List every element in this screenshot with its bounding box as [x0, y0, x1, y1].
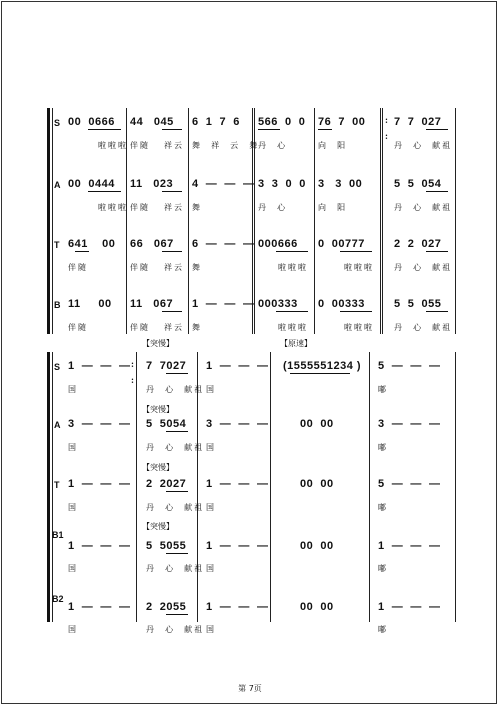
lyric: 伴随: [130, 203, 150, 212]
voice-label-bass2: B2: [52, 594, 64, 604]
lyric: 嘟: [378, 625, 388, 634]
beam-line: [162, 311, 182, 312]
system-line: [52, 352, 53, 622]
system-bracket: [47, 352, 50, 622]
measure-notes: 5 5 054: [394, 178, 442, 190]
lyric: 啦啦啦: [278, 263, 308, 272]
measure-notes: 5 5054: [146, 418, 187, 430]
system-line: [52, 108, 53, 334]
repeat-dots: : :: [385, 115, 388, 141]
lyric: 伴随: [130, 263, 150, 272]
lyric: 伴随: [130, 141, 150, 150]
lyric: 祥云: [164, 203, 184, 212]
measure-notes: 1 — — —: [378, 601, 441, 613]
lyric: 嘟: [378, 385, 388, 394]
beam-line: [166, 553, 188, 554]
beam-line: [340, 311, 372, 312]
lyric: 国: [206, 503, 216, 512]
measure-notes: 1 — — —: [206, 540, 269, 552]
lyric: 丹 心 献祖: [146, 385, 205, 394]
voice-label-alto: A: [54, 420, 61, 430]
tempo-mark: 【突慢】: [142, 339, 174, 348]
lyric: 啦啦啦: [278, 323, 308, 332]
lyric: 丹 心 献祖: [146, 564, 205, 573]
measure-notes: 3 — — —: [378, 418, 441, 430]
lyric: 国: [68, 443, 78, 452]
voice-label-alto: A: [54, 180, 61, 190]
page-number: 第 7页: [238, 684, 262, 693]
lyric: 国: [206, 443, 216, 452]
voice-label-bass: B: [54, 300, 61, 310]
lyric: 伴随: [68, 323, 88, 332]
page-border: [1, 1, 497, 704]
beam-line: [166, 614, 188, 615]
system-bracket: [47, 108, 50, 334]
measure-notes: 3 3 0 0: [258, 178, 306, 190]
measure-notes: 1 — — —: [68, 540, 131, 552]
measure-notes: 1 — — —: [206, 601, 269, 613]
lyric: 啦啦啦: [98, 203, 128, 212]
tempo-mark: 【突慢】: [142, 522, 174, 531]
lyric: 向 阳: [318, 141, 348, 150]
measure-notes: 0 00777: [318, 238, 365, 250]
beam-line: [276, 251, 308, 252]
measure-notes: 1 — — —: [206, 478, 269, 490]
barline: [369, 352, 370, 622]
voice-label-soprano: S: [54, 362, 61, 372]
measure-notes: 00 0666: [68, 116, 115, 128]
beam-line: [318, 129, 332, 130]
voice-label-tenor: T: [54, 240, 60, 250]
beam-line: [88, 191, 121, 192]
barline: [314, 108, 315, 334]
measure-notes: 4 — — —: [192, 178, 255, 190]
final-barline: [455, 108, 456, 334]
beam-line: [340, 251, 372, 252]
double-barline: [382, 108, 383, 334]
measure-notes: 7 7 027: [394, 116, 442, 128]
measure-notes: 1 — — —: [192, 298, 255, 310]
beam-line: [426, 251, 448, 252]
beam-line: [276, 311, 308, 312]
measure-notes: 11 00: [68, 298, 112, 310]
beam-line: [426, 129, 448, 130]
final-barline: [455, 352, 456, 622]
voice-label-soprano: S: [54, 118, 61, 128]
measure-notes: 76 7 00: [318, 116, 366, 128]
lyric: 丹 心: [258, 141, 288, 150]
measure-notes: 0 00333: [318, 298, 365, 310]
lyric: 嘟: [378, 503, 388, 512]
measure-notes: 6 1 7 6: [192, 116, 240, 128]
measure-notes: 2 2027: [146, 478, 187, 490]
beam-line: [166, 431, 188, 432]
measure-notes: 11 023: [130, 178, 174, 190]
lyric: 舞: [192, 263, 202, 272]
beam-line: [258, 129, 280, 130]
lyric: 嘟: [378, 564, 388, 573]
beam-line: [426, 311, 448, 312]
lyric: 丹 心: [258, 203, 288, 212]
measure-notes: 3 — — —: [68, 418, 131, 430]
beam-line: [166, 491, 188, 492]
measure-notes: 11 067: [130, 298, 174, 310]
barline: [380, 108, 381, 334]
lyric: 丹 心 献祖: [146, 503, 205, 512]
measure-notes: 2 2055: [146, 601, 187, 613]
beam-line: [88, 129, 121, 130]
beam-line: [162, 191, 182, 192]
lyric: 国: [68, 385, 78, 394]
lyric: 国: [68, 564, 78, 573]
measure-notes: 1 — — —: [68, 360, 131, 372]
measure-notes: 000666: [258, 238, 298, 250]
measure-notes: 00 00: [300, 540, 334, 552]
barline: [270, 352, 271, 622]
measure-notes: 3 — — —: [206, 418, 269, 430]
measure-notes: 7 7027: [146, 360, 187, 372]
lyric: 国: [206, 625, 216, 634]
measure-notes: 5 — — —: [378, 360, 441, 372]
lyric: 舞: [192, 323, 202, 332]
measure-notes: 1 — — —: [68, 601, 131, 613]
tempo-mark: 【突慢】: [142, 405, 174, 414]
lyric: 丹 心 献祖: [394, 141, 453, 150]
lyric: 伴随: [68, 263, 88, 272]
measure-notes: 5 — — —: [378, 478, 441, 490]
beam-line: [162, 129, 182, 130]
lyric: 舞: [192, 203, 202, 212]
measure-notes: 44 045: [130, 116, 174, 128]
lyric: 伴随: [130, 323, 150, 332]
lyric: 丹 心 献祖: [394, 203, 453, 212]
measure-notes: 00 00: [300, 601, 334, 613]
lyric: 祥云: [164, 141, 184, 150]
measure-notes: 1 — — —: [378, 540, 441, 552]
lyric: 舞 祥 云 舞: [192, 141, 260, 150]
lyric: 啦啦啦: [344, 323, 374, 332]
lyric: 国: [68, 503, 78, 512]
barline: [136, 352, 137, 622]
measure-notes: 566 0 0: [258, 116, 306, 128]
beam-line: [162, 251, 182, 252]
measure-notes: 2 2 027: [394, 238, 442, 250]
lyric: 国: [206, 385, 216, 394]
lyric: 国: [68, 625, 78, 634]
lyric: 丹 心 献祖: [146, 625, 205, 634]
measure-notes: 00 00: [300, 418, 334, 430]
tempo-mark: 【突慢】: [142, 463, 174, 472]
tempo-mark: 【原速】: [280, 339, 312, 348]
repeat-dots: : :: [131, 359, 134, 385]
measure-notes: (1555551234 ): [283, 360, 362, 372]
lyric: 丹 心 献祖: [146, 443, 205, 452]
measure-notes: 3 3 00: [318, 178, 363, 190]
voice-label-tenor: T: [54, 480, 60, 490]
lyric: 祥云: [164, 263, 184, 272]
measure-notes: 5 5 055: [394, 298, 442, 310]
lyric: 向 阳: [318, 203, 348, 212]
barline: [188, 108, 189, 334]
lyric: 啦啦啦: [344, 263, 374, 272]
lyric: 丹 心 献祖: [394, 263, 453, 272]
measure-notes: 6 — — —: [192, 238, 255, 250]
measure-notes: 1 — — —: [206, 360, 269, 372]
measure-notes: 641 00: [68, 238, 116, 250]
measure-notes: 1 — — —: [68, 478, 131, 490]
measure-notes: 5 5055: [146, 540, 187, 552]
lyric: 丹 心 献祖: [394, 323, 453, 332]
lyric: 嘟: [378, 443, 388, 452]
beam-line: [290, 373, 350, 374]
beam-line: [426, 191, 448, 192]
measure-notes: 00 0444: [68, 178, 115, 190]
lyric: 啦啦啦: [98, 141, 128, 150]
beam-line: [166, 373, 188, 374]
beam-line: [75, 251, 89, 252]
lyric: 祥云: [164, 323, 184, 332]
measure-notes: 00 00: [300, 478, 334, 490]
measure-notes: 66 067: [130, 238, 174, 250]
lyric: 国: [206, 564, 216, 573]
voice-label-bass1: B1: [52, 530, 64, 540]
measure-notes: 000333: [258, 298, 298, 310]
